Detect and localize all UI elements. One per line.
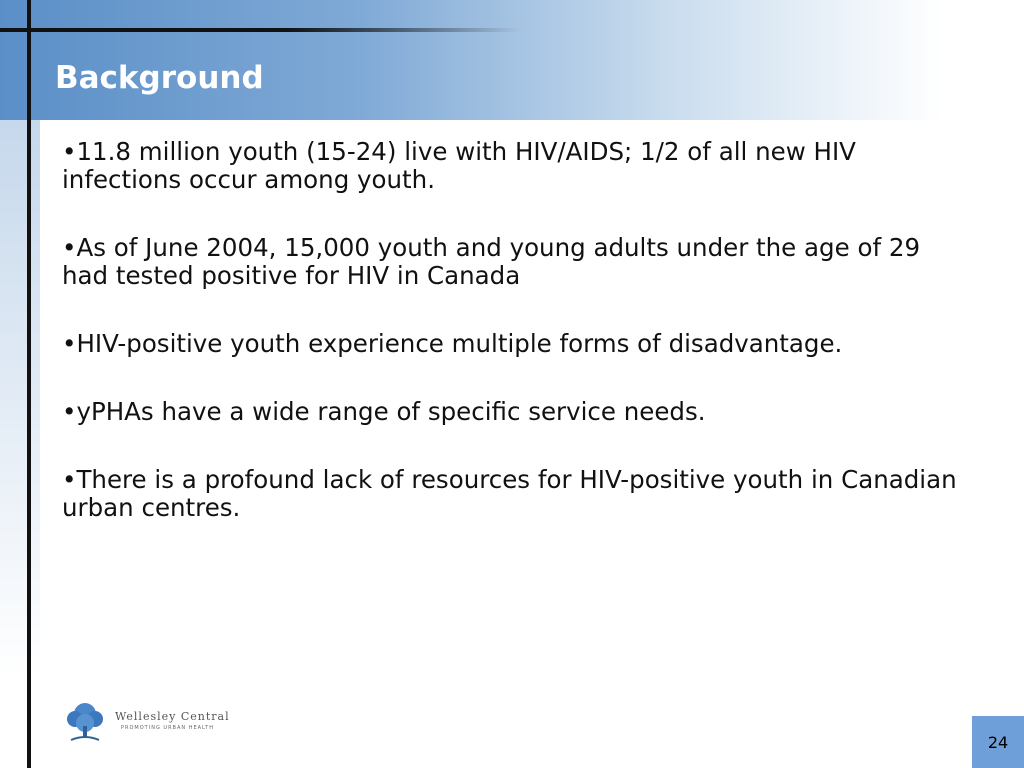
bullet-item: •HIV-positive youth experience multiple forms of disadvantage. (62, 329, 843, 358)
bullet-item: •There is a profound lack of resources for HIV-positive youth in Canadian urban centres. (62, 465, 957, 522)
slide-title: Background (55, 60, 264, 96)
tree-icon (63, 700, 107, 744)
horizontal-rule (0, 28, 520, 32)
bullet-item: •11.8 million youth (15-24) live with HIV/AIDS; 1/2 of all new HIV infections occur among youth. (62, 137, 856, 194)
bullet-list (62, 138, 967, 562)
vertical-rule (27, 0, 31, 768)
bullet-item: •yPHAs have a wide range of specific service needs. (62, 397, 706, 426)
wellesley-central-logo (63, 700, 243, 744)
left-shade (0, 120, 40, 680)
page-number: 24 (987, 733, 1009, 752)
logo-name: Wellesley Central (115, 710, 230, 723)
page-number-box (972, 716, 1024, 768)
bullet-item: •As of June 2004, 15,000 youth and young adults under the age of 29 had tested positive for HIV in Canada (62, 233, 921, 290)
logo-tagline: PROMOTING URBAN HEALTH (121, 725, 214, 731)
